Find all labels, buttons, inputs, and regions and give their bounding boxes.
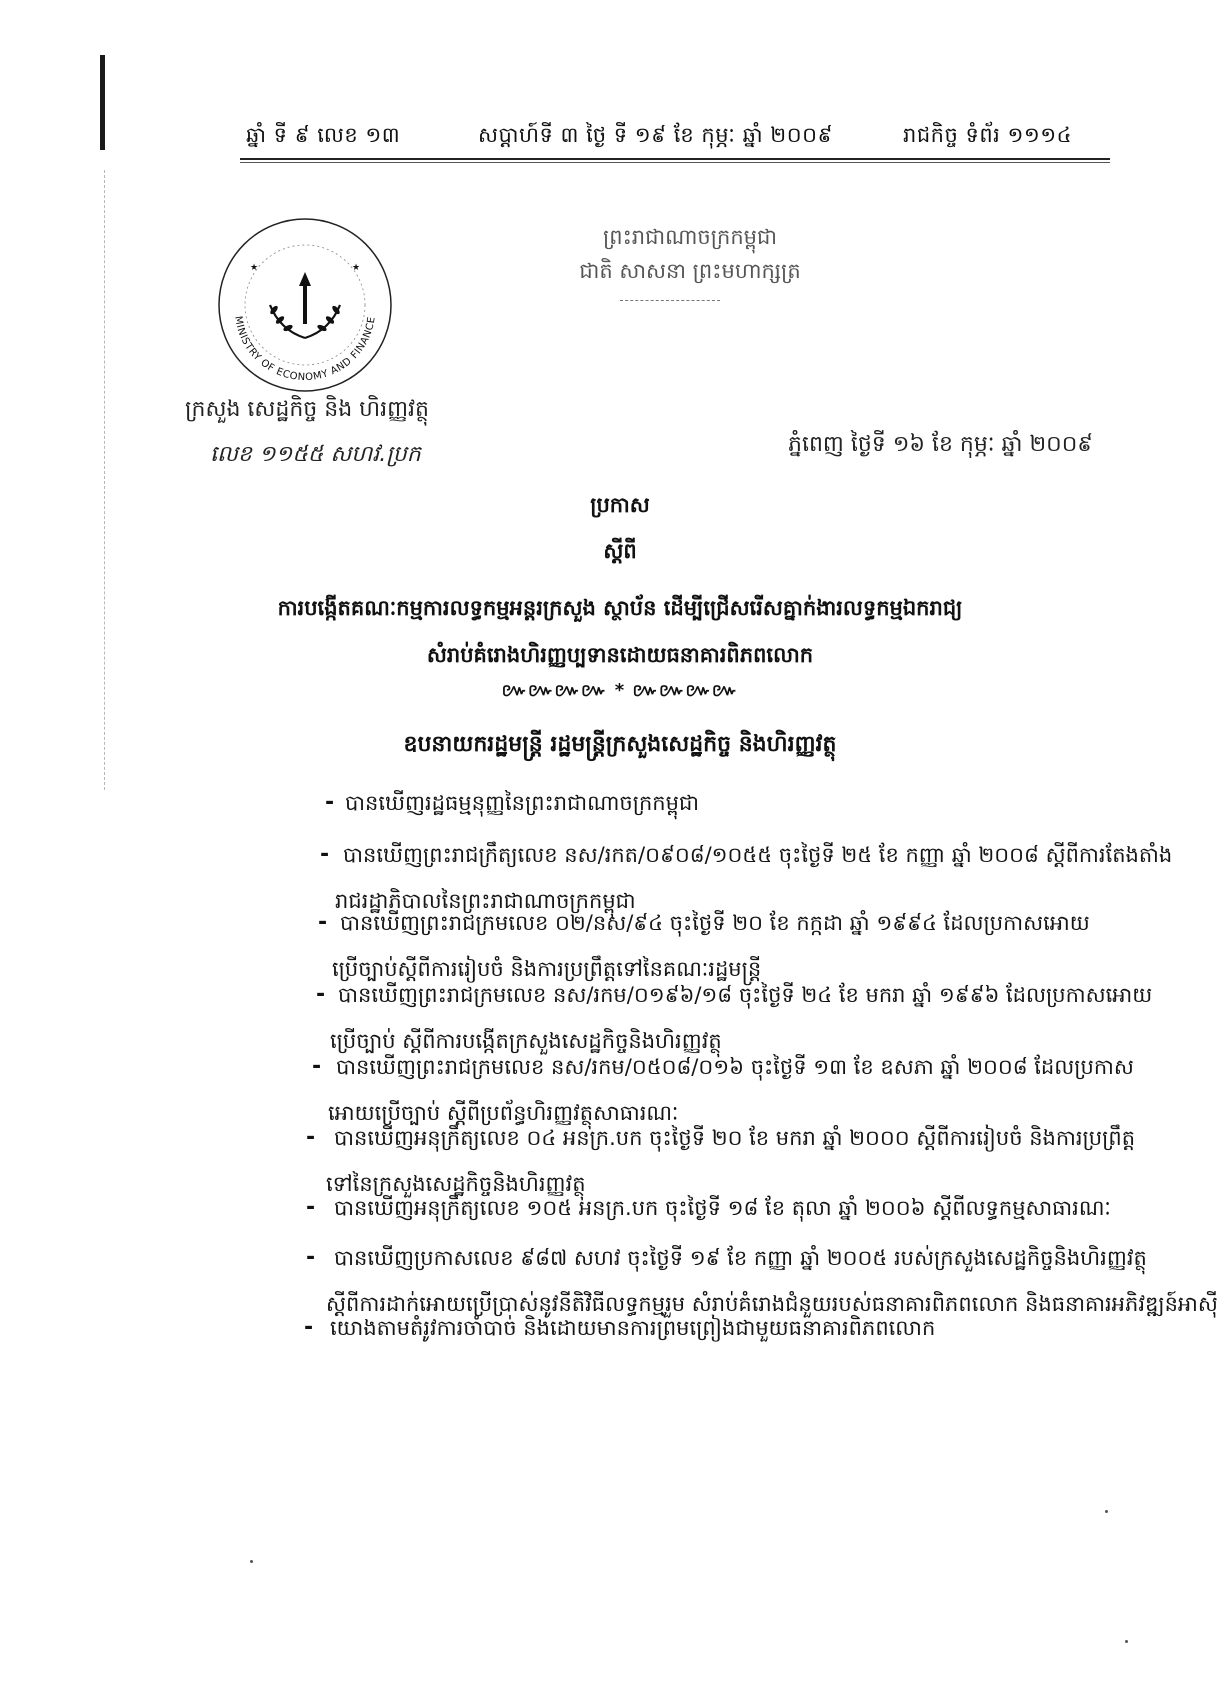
nation-religion-king: ជាតិ សាសនា ព្រះមហាក្សត្រ [579, 259, 801, 283]
list-item: យោងតាមតំរូវការចាំបាច់ និងដោយមានការព្រមព្រៀងជាមួយធនាគារពិភពលោក [330, 1316, 936, 1340]
list-bullet: - [304, 1315, 314, 1340]
seal-text: MINISTRY OF ECONOMY AND FINANCE [232, 315, 378, 384]
reference-number: លេខ ១១៥៥ សហវ.ប្រក [210, 442, 421, 467]
list-item: បានឃើញព្រះរាជក្រមលេខ នស/រកម/០៥០៨/០១៦ ចុះថ្ងៃទី ១៣ ខែ ឧសភា ឆ្នាំ ២០០៨ ដែលប្រកាស [336, 1055, 1134, 1079]
list-item: បានឃើញព្រះរាជក្រឹត្យលេខ នស/រកត/០៩០៨/១០៥៥ ចុះថ្ងៃទី ២៥ ខែ កញ្ញា ឆ្នាំ ២០០៨ ស្តីពីការតែងតាំង [343, 843, 1173, 867]
scan-speck [1105, 1510, 1108, 1513]
list-item: បានឃើញអនុក្រឹត្យលេខ ១០៥ អនក្រ.បក ចុះថ្ងៃទី ១៨ ខែ តុលា ឆ្នាំ ២០០៦ ស្តីពីលទ្ធកម្មសាធារណៈ [334, 1196, 1111, 1220]
document-type-title: ប្រកាស [590, 493, 650, 517]
place-and-date: ភ្នំពេញ ថ្ងៃទី ១៦ ខែ កុម្ភៈ ឆ្នាំ ២០០៩ [788, 432, 1093, 457]
gazette-year-number: ឆ្នាំ ទី ៩ លេខ ១៣ [246, 123, 401, 147]
signatory-title: ឧបនាយករដ្ឋមន្ត្រី រដ្ឋមន្ត្រីក្រសួងសេដ្ឋកិច្ច និងហិរញ្ញវត្ថុ [403, 732, 837, 757]
list-item: បានឃើញព្រះរាជក្រមលេខ នស/រកម/០១៩៦/១៨ ចុះថ្ងៃទី ២៤ ខែ មករា ឆ្នាំ ១៩៩៦ ដែលប្រកាសអោយ [338, 983, 1153, 1007]
list-item: ប្រើច្បាប់ ស្តីពីការបង្កើតក្រសួងសេដ្ឋកិច្ចនិងហិរញ្ញវត្ថុ [330, 1029, 722, 1053]
list-bullet: - [325, 790, 335, 815]
list-item: ប្រើច្បាប់ស្តីពីការរៀបចំ និងការប្រព្រឹត្តទៅនៃគណៈរដ្ឋមន្ត្រី [332, 957, 762, 981]
subject-line-2: សំរាប់គំរោងហិរញ្ញប្បទានដោយធនាគារពិភពលោក [426, 643, 814, 667]
gazette-page-number: រាជកិច្ច ទំព័រ ១១១៤ [903, 123, 1073, 147]
list-item: បានឃើញព្រះរាជក្រមលេខ ០២/នស/៩៤ ចុះថ្ងៃទី ២០ ខែ កក្កដា ឆ្នាំ ១៩៩៤ ដែលប្រកាសអោយ [340, 911, 1090, 935]
scan-speck [1125, 1640, 1128, 1643]
title-ornament: ៚៚៚៚ * ៚៚៚៚ [501, 680, 739, 701]
subject-line-1: ការបង្កើតគណៈកម្មការលទ្ធកម្មអន្តរក្រសួង ស្ថាប័ន ដើម្បីជ្រើសរើសគ្នាក់ងារលទ្ធកម្មឯករាជ្យ [277, 596, 963, 620]
list-bullet: - [316, 982, 326, 1007]
scan-speck [250, 1560, 253, 1563]
list-item: បានឃើញប្រកាសលេខ ៩៨៧ សហវ ចុះថ្ងៃទី ១៩ ខែ កញ្ញា ឆ្នាំ ២០០៥ របស់ក្រសួងសេដ្ឋកិច្ចនិងហិរញ្ញវត្ថុ [334, 1246, 1147, 1270]
gazette-week-date: សប្តាហ៍ទី ៣ ថ្ងៃ ទី ១៩ ខែ កុម្ភៈ ឆ្នាំ ២០០៩ [478, 123, 833, 147]
list-item: បានឃើញរដ្ឋធម្មនុញ្ញនៃព្រះរាជាណាចក្រកម្ពុជា [345, 791, 699, 815]
kingdom-name: ព្រះរាជាណាចក្រកម្ពុជា [602, 225, 777, 249]
about-label: ស្តីពី [603, 539, 637, 563]
list-bullet: - [306, 1245, 316, 1270]
list-bullet: - [312, 1054, 322, 1079]
list-bullet: - [306, 1195, 316, 1220]
svg-text:★: ★ [352, 263, 361, 273]
list-item: ស្តីពីការដាក់អោយប្រើប្រាស់នូវនីតិវិធីលទ្ធកម្មរួម សំរាប់គំរោងជំនួយរបស់ធនាគារពិភពលោក និងធនាគារអភិវឌ្ឍន៍អាស៊ី [326, 1292, 1218, 1316]
list-item: បានឃើញអនុក្រឹត្យលេខ ០៤ អនក្រ.បក ចុះថ្ងៃទី ២០ ខែ មករា ឆ្នាំ ២០០០ ស្តីពីការរៀបចំ និងការប្រព្រឹត្ត [334, 1126, 1136, 1150]
list-bullet: - [306, 1125, 316, 1150]
list-item: រាជរដ្ឋាភិបាលនៃព្រះរាជាណាចក្រកម្ពុជា [335, 889, 636, 913]
list-item: អោយប្រើច្បាប់ ស្តីពីប្រព័ន្ធហិរញ្ញវត្ថុសាធារណៈ [328, 1101, 679, 1125]
list-item: ទៅនៃក្រសួងសេដ្ឋកិច្ចនិងហិរញ្ញវត្ថុ [326, 1172, 586, 1196]
list-bullet: - [320, 842, 330, 867]
svg-text:★: ★ [250, 263, 259, 273]
list-bullet: - [318, 910, 328, 935]
issuing-ministry: ក្រសួង សេដ្ឋកិច្ច និង ហិរញ្ញវត្ថុ [185, 397, 429, 422]
